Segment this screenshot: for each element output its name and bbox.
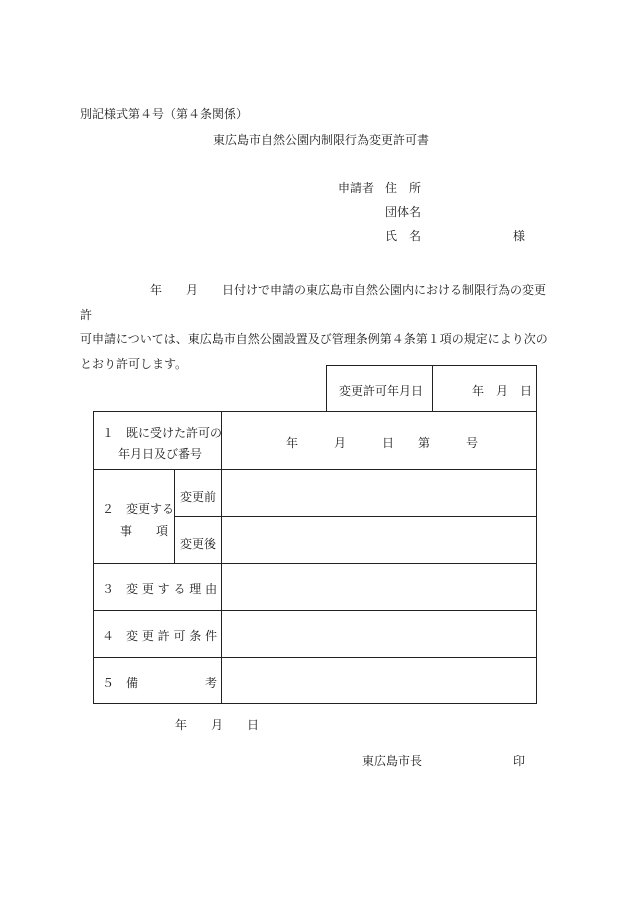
row4-bottom-line xyxy=(93,657,537,658)
body-line-3: とおり許可します。 xyxy=(80,356,188,371)
row4-label: ４ 変 更 許 可 条 件 xyxy=(102,629,218,643)
row2-bottom-line xyxy=(93,563,537,564)
honorific-sama: 様 xyxy=(513,229,526,243)
row5-label-right: 考 xyxy=(205,676,218,690)
row2-before-label: 変更前 xyxy=(180,490,217,504)
permit-date-divider xyxy=(432,365,433,412)
applicant-label: 申請者 xyxy=(338,181,375,195)
row2-after-label: 変更後 xyxy=(180,537,217,551)
row2-label-line2: 事 項 xyxy=(120,524,169,538)
row2-mid-line xyxy=(174,516,537,517)
body-line-2: 可申請については、東広島市自然公園設置及び管理条例第４条第１項の規定により次の xyxy=(80,332,548,346)
issue-date: 年 月 日 xyxy=(175,718,260,732)
body-line-1-text: 年 月 日付けで申請の東広島市自然公園内における制限行為の変更許 xyxy=(80,283,547,322)
permit-date-value: 年 月 日 xyxy=(472,384,533,398)
mayor-title: 東広島市長 xyxy=(362,754,423,768)
body-line-1 xyxy=(80,278,552,327)
row3-label: ３ 変 更 す る 理 由 xyxy=(102,582,218,596)
row5-label-left: ５ 備 xyxy=(102,676,139,690)
form-number: 別記様式第４号（第４条関係） xyxy=(80,107,249,121)
label-column-divider xyxy=(221,411,222,704)
row3-bottom-line xyxy=(93,610,537,611)
group-name-label: 団体名 xyxy=(385,205,422,219)
permit-date-label: 変更許可年月日 xyxy=(339,384,424,398)
seal-mark: 印 xyxy=(513,754,526,768)
body-paragraph xyxy=(80,278,552,376)
document-title: 東広島市自然公園内制限行為変更許可書 xyxy=(213,133,430,147)
row1-label-line1: １ 既に受けた許可の xyxy=(102,426,223,440)
row1-value: 年 月 日 第 号 xyxy=(286,436,479,450)
row1-bottom-line xyxy=(93,469,537,470)
row1-label-line2: 年月日及び番号 xyxy=(118,447,203,461)
address-label: 住 所 xyxy=(385,181,422,195)
name-label: 氏 名 xyxy=(385,229,422,243)
row2-label-line1: ２ 変更する xyxy=(102,502,175,516)
